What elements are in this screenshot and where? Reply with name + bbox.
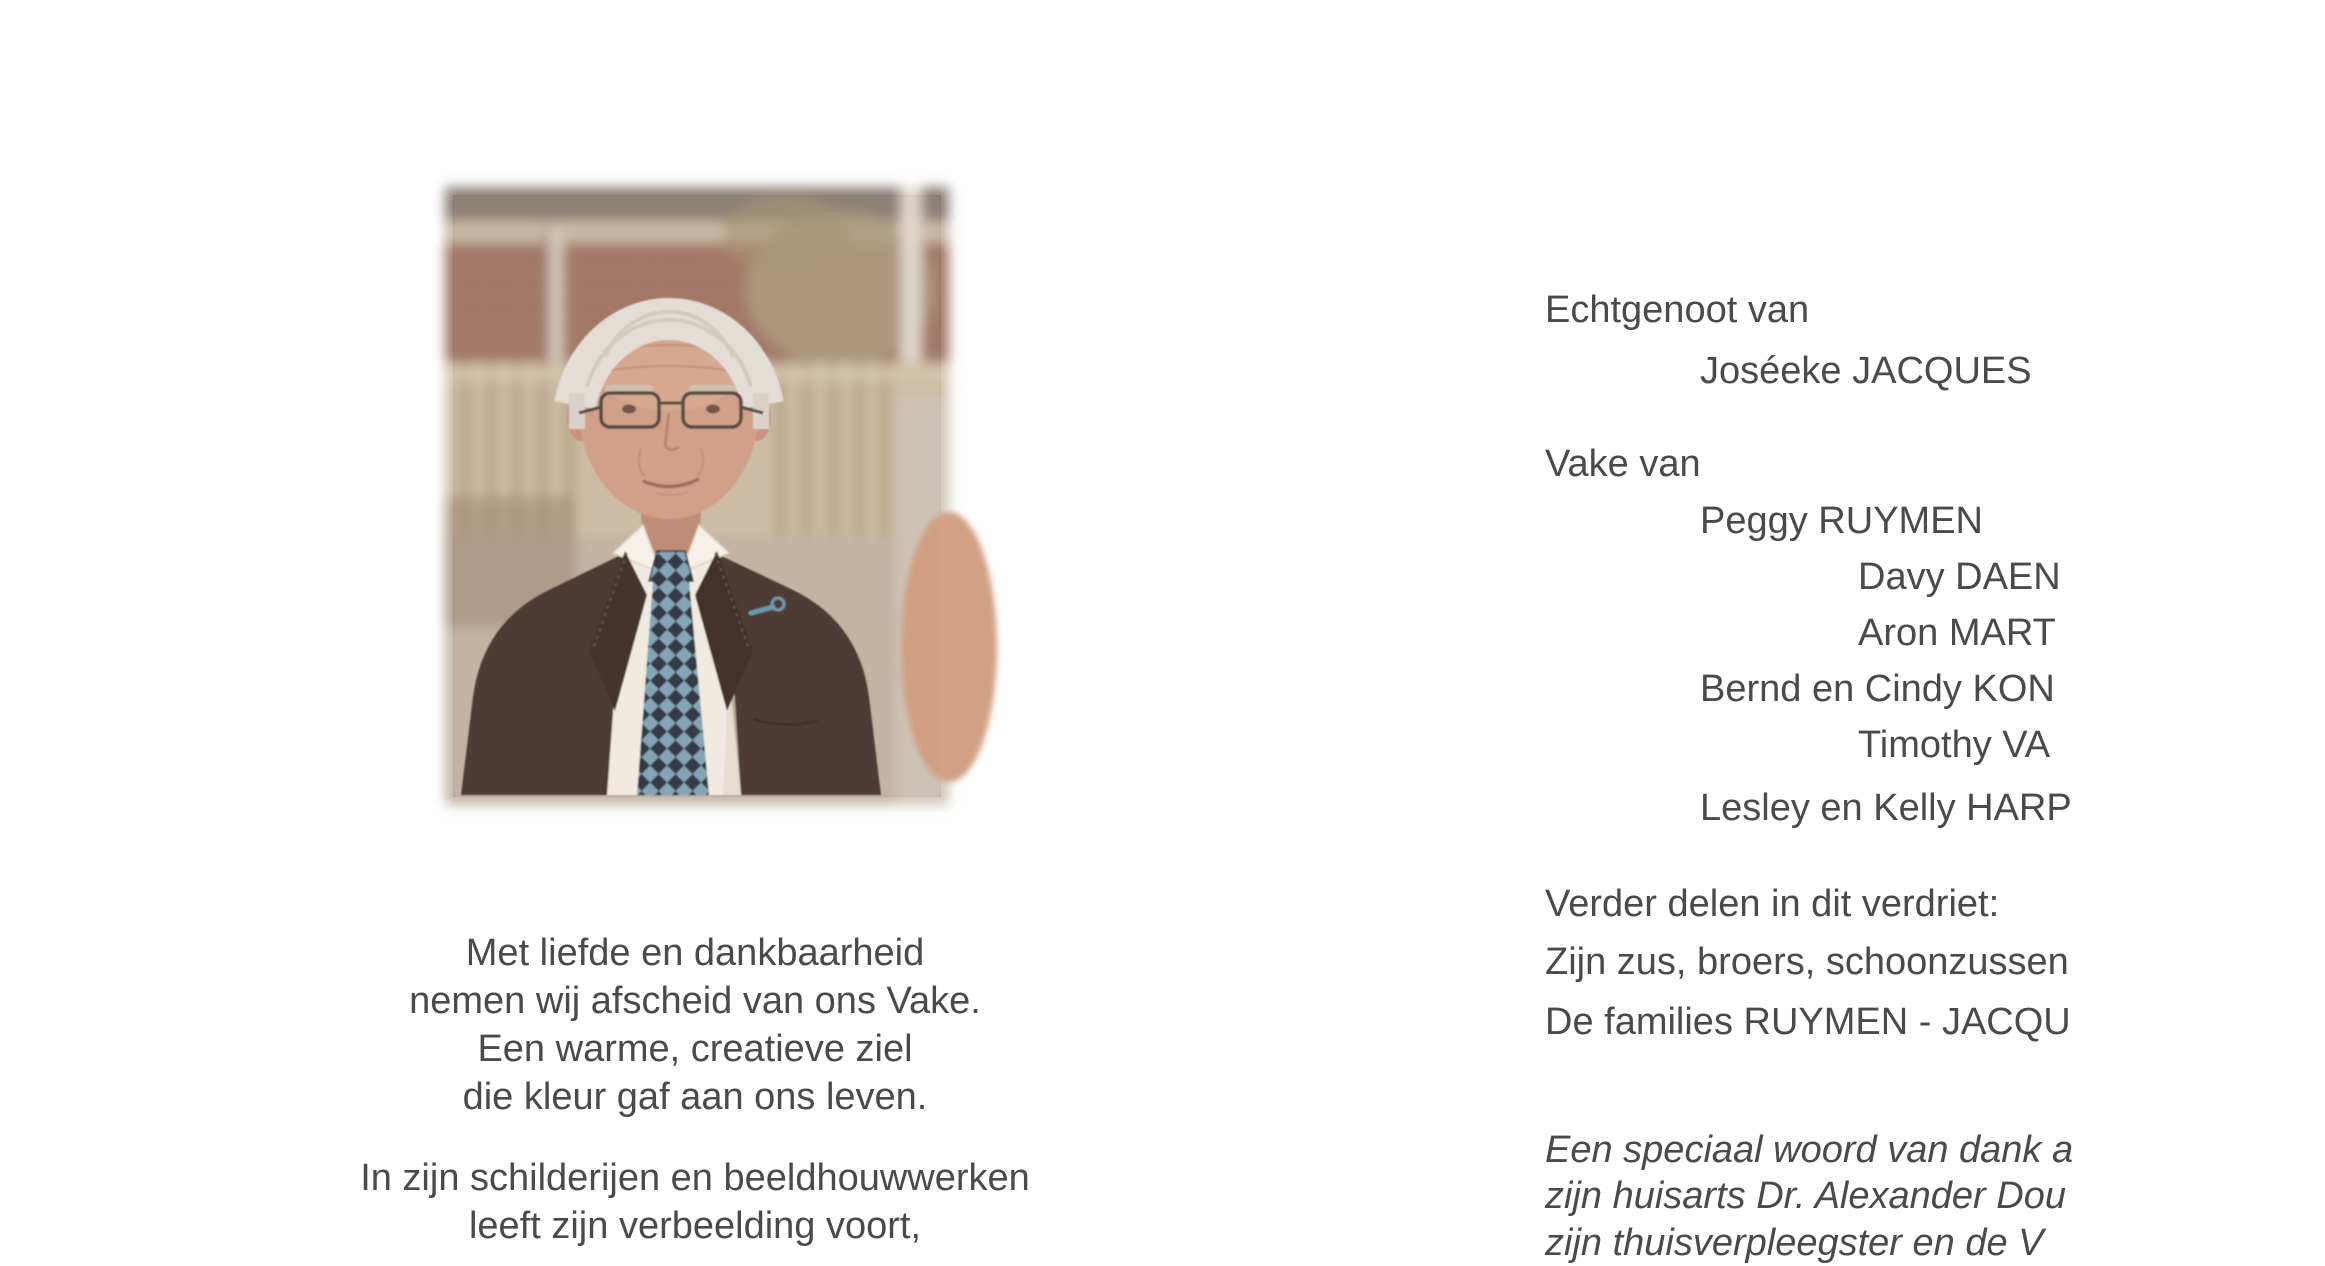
acknowledgement-line: Een speciaal woord van dank a [1545,1129,2074,1171]
relations-list [1545,282,2325,1266]
acknowledgement-line: zijn thuisverpleegster en de V [1545,1222,2044,1264]
relation-line: Timothy VA [1858,724,2051,766]
relation-line: Davy DAEN [1858,556,2061,598]
relation-line: Zijn zus, broers, schoonzussen [1545,941,2069,983]
poem-line: In zijn schilderijen en beeldhouwwerken [360,1157,1030,1199]
relation-line: Aron MART [1858,612,2056,654]
poem-line: die kleur gaf aan ons leven. [462,1076,928,1118]
portrait-illustration [455,197,939,795]
poem-line: leeft zijn verbeelding voort, [468,1205,922,1247]
poem-line: Met liefde en dankbaarheid [465,932,925,974]
relation-line: Echtgenoot van [1545,289,1810,331]
portrait-photo [453,195,941,797]
poem-stanza [330,929,1060,1121]
relation-line: De families RUYMEN - JACQU [1545,1001,2071,1043]
relation-line: Verder delen in dit verdriet: [1545,883,2000,925]
poem-line: Een warme, creatieve ziel [477,1028,913,1070]
acknowledgement-line: zijn huisarts Dr. Alexander Dou [1545,1175,2066,1217]
relation-line: Bernd en Cindy KON [1700,668,2055,710]
relation-line: Lesley en Kelly HARP [1700,787,2072,829]
poem-stanza [330,1154,1060,1250]
memorial-poem [330,929,1060,1250]
relation-line: Peggy RUYMEN [1700,500,1983,542]
poem-line: nemen wij afscheid van ons Vake. [409,980,981,1022]
relation-line: Joséeke JACQUES [1700,350,2032,392]
relation-line: Vake van [1545,443,1701,485]
